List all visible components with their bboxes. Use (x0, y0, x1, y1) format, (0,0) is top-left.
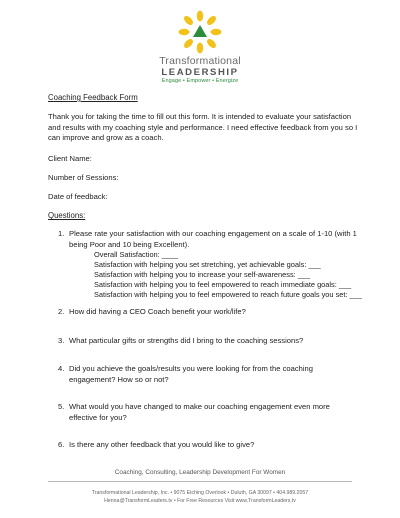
question-number: 5. (58, 402, 65, 411)
question-text: What would you have changed to make our coaching engagement even more effective for you? (69, 402, 330, 422)
question-text: Is there any other feedback that you would like to give? (69, 440, 255, 449)
question-item (58, 402, 358, 423)
question-item (58, 229, 358, 250)
question-number: 6. (58, 440, 65, 449)
footer-divider (48, 481, 352, 482)
question-text: How did having a CEO Coach benefit your work/life? (69, 307, 246, 316)
logo-tagline: Engage • Empower • Energize (161, 78, 239, 84)
rating-line: Overall Satisfaction: ____ (94, 250, 179, 259)
footer-address: Transformational Leadership, Inc. • 9075 Etching Overlook • Duluth, GA 30097 • 404.989.2057 (91, 490, 309, 496)
rating-line: Satisfaction with helping you to feel empowered to reach immediate goals: ___ (94, 280, 352, 289)
date-field: Date of feedback: (48, 192, 108, 201)
logo-mark-icon (178, 10, 222, 54)
question-item (58, 440, 358, 451)
client-name-field: Client Name: (48, 154, 92, 163)
form-intro: Thank you for taking the time to fill out this form. It is intended to evaluate your satisfaction and results with my coaching style and performance. I need effective feedback from you so I can improve and grow as a coach. (48, 112, 358, 142)
question-text: What particular gifts or strengths did I bring to the coaching sessions? (69, 336, 304, 345)
question-number: 3. (58, 336, 65, 345)
question-number: 2. (58, 307, 65, 316)
company-logo (140, 10, 260, 85)
footer-contact-line: Henna@TransformLeaders.tv • For Free Resources Visit www.TransformLeaders.tv (104, 498, 296, 504)
rating-line: Satisfaction with helping you set stretching, yet achievable goals: ___ (94, 260, 321, 269)
rating-line: Satisfaction with helping you to increase your self-awareness: ___ (94, 270, 311, 279)
question-text: Please rate your satisfaction with our coaching engagement on a scale of 1-10 (with 1 being Poor and 10 being Excellent). (69, 229, 357, 249)
question-number: 1. (58, 229, 65, 238)
form-title: Coaching Feedback Form (48, 93, 138, 102)
sessions-field: Number of Sessions: (48, 173, 119, 182)
question-number: 4. (58, 364, 65, 373)
footer-tagline: Coaching, Consulting, Leadership Development For Women (114, 469, 286, 476)
questions-label: Questions: (48, 211, 86, 220)
rating-line: Satisfaction with helping you to feel empowered to reach future goals you set: ___ (94, 290, 362, 299)
question-item (58, 336, 358, 347)
footer-contact (0, 489, 400, 505)
question-text: Did you achieve the goals/results you were looking for from the coaching engagement? How so or not? (69, 364, 313, 384)
question-item (58, 307, 358, 318)
question-item (58, 364, 358, 385)
logo-line1: Transformational (159, 55, 241, 67)
logo-line2: LEADERSHIP (161, 67, 239, 78)
